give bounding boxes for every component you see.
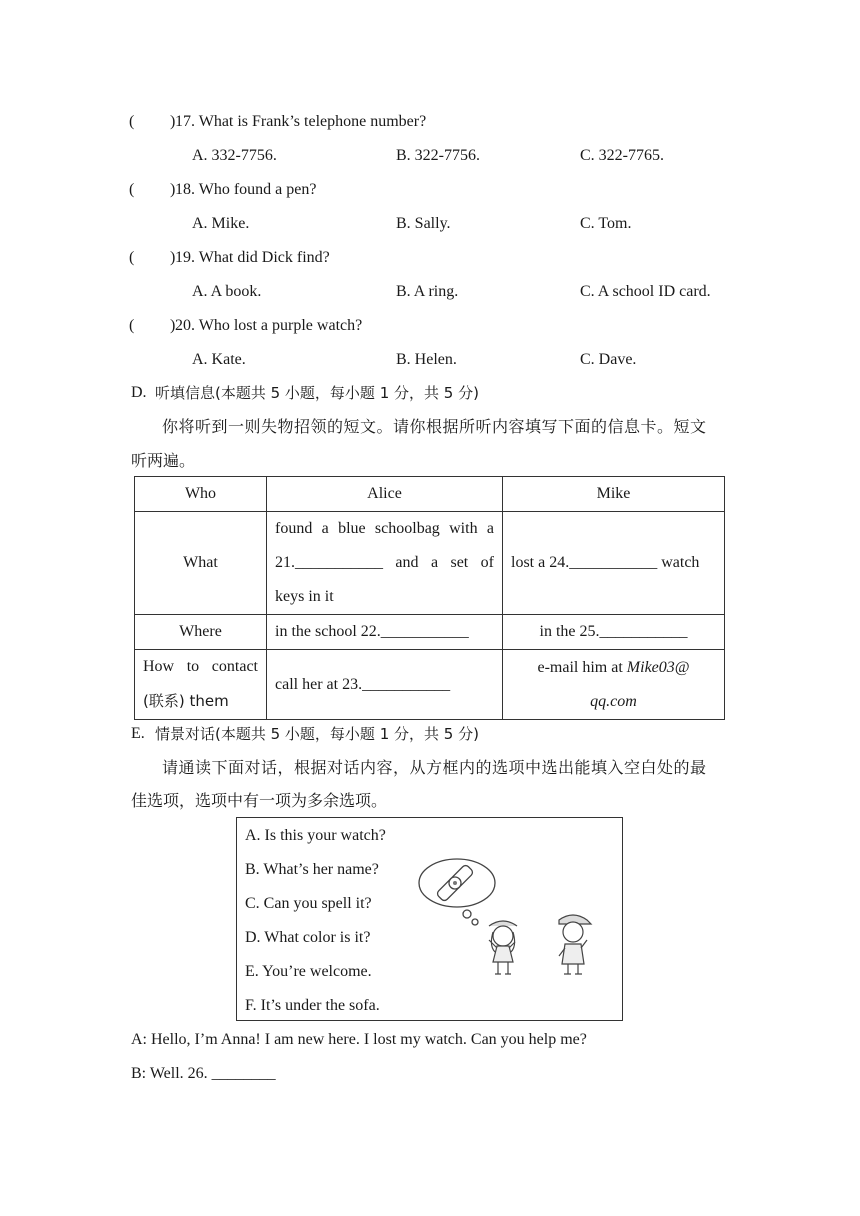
table-cell-what-mike[interactable]: lost a 24.___________ watch <box>503 512 725 615</box>
option-c: C. Tom. <box>580 215 632 232</box>
question-text: 19. What did Dick find? <box>175 249 330 266</box>
girl-figure-icon <box>489 921 517 974</box>
option-b: B. A ring. <box>396 283 459 300</box>
email-address-cont: qq.com <box>590 692 637 710</box>
table-header-mike: Mike <box>503 477 725 512</box>
table-header-who: Who <box>135 477 267 512</box>
option-b: B. Sally. <box>396 215 451 232</box>
option-b: B. Helen. <box>396 351 457 368</box>
question-text: 20. Who lost a purple watch? <box>175 317 363 334</box>
option-f: F. It’s under the sofa. <box>245 997 380 1014</box>
answer-paren-close: ) <box>170 181 176 198</box>
table-header-alice: Alice <box>267 477 503 512</box>
answer-paren-open[interactable]: ( <box>129 113 135 130</box>
table-row-label-where: Where <box>135 615 267 650</box>
answer-paren-open[interactable]: ( <box>129 249 135 266</box>
option-d: D. What color is it? <box>245 929 371 946</box>
section-letter: D. <box>131 384 147 401</box>
cell-line: keys in it <box>275 588 334 605</box>
section-d-instruction-cont: 听两遍。 <box>131 451 196 470</box>
section-e-instruction-cont: 佳选项，选项中有一项为多余选项。 <box>131 791 388 810</box>
table-cell-contact-alice[interactable]: call her at 23.___________ <box>267 650 503 720</box>
section-d-instruction: 你将听到一则失物招领的短文。请你根据所听内容填写下面的信息卡。短文 <box>162 417 707 436</box>
watch-icon <box>419 859 495 925</box>
question-text: 18. Who found a pen? <box>175 181 317 198</box>
option-b: B. What’s her name? <box>245 861 379 878</box>
answer-paren-open[interactable]: ( <box>129 317 135 334</box>
info-card-table <box>134 476 725 720</box>
table-cell-where-alice[interactable]: in the school 22.___________ <box>267 615 503 650</box>
table-cell-contact-mike <box>503 650 725 720</box>
option-a: A. Kate. <box>192 351 246 368</box>
answer-paren-close: ) <box>170 249 176 266</box>
section-e-instruction: 请通读下面对话，根据对话内容，从方框内的选项中选出能填入空白处的最 <box>162 758 707 777</box>
table-row-label-contact <box>135 650 267 720</box>
table-cell-where-mike[interactable]: in the 25.___________ <box>503 615 725 650</box>
question-text: 17. What is Frank’s telephone number? <box>175 113 427 130</box>
option-c: C. A school ID card. <box>580 283 711 300</box>
lost-watch-illustration <box>417 848 607 978</box>
boy-figure-icon <box>559 915 591 974</box>
answer-paren-close: ) <box>170 113 176 130</box>
section-title: 情景对话(本题共 5 小题，每小题 1 分，共 5 分) <box>155 725 479 743</box>
option-b: B. 322-7756. <box>396 147 480 164</box>
table-cell-what-alice <box>267 512 503 615</box>
option-c: C. Dave. <box>580 351 637 368</box>
option-a: A. Mike. <box>192 215 250 232</box>
section-letter: E. <box>131 725 145 742</box>
dialogue-line-a: A: Hello, I’m Anna! I am new here. I lost my watch. Can you help me? <box>131 1031 587 1048</box>
cell-line: found a blue schoolbag with a <box>275 520 494 537</box>
email-address: Mike03@ <box>626 658 690 676</box>
option-a: A. A book. <box>192 283 262 300</box>
answer-paren-close: ) <box>170 317 176 334</box>
option-c: C. 322-7765. <box>580 147 664 164</box>
dialogue-line-b-blank-26[interactable]: B: Well. 26. ________ <box>131 1065 276 1082</box>
contact-label-line-2: (联系) them <box>143 692 229 710</box>
option-e: E. You’re welcome. <box>245 963 372 980</box>
option-a: A. 332-7756. <box>192 147 277 164</box>
option-c: C. Can you spell it? <box>245 895 372 912</box>
section-title: 听填信息(本题共 5 小题，每小题 1 分，共 5 分) <box>155 384 479 402</box>
options-box <box>236 817 623 1021</box>
cell-line-blank-21[interactable]: 21.___________ and a set of <box>275 554 494 571</box>
table-row-label-what: What <box>135 512 267 615</box>
option-a: A. Is this your watch? <box>245 827 386 844</box>
contact-label-line-1: How to contact <box>143 658 258 675</box>
answer-paren-open[interactable]: ( <box>129 181 135 198</box>
email-prefix: e-mail him at <box>537 658 627 676</box>
